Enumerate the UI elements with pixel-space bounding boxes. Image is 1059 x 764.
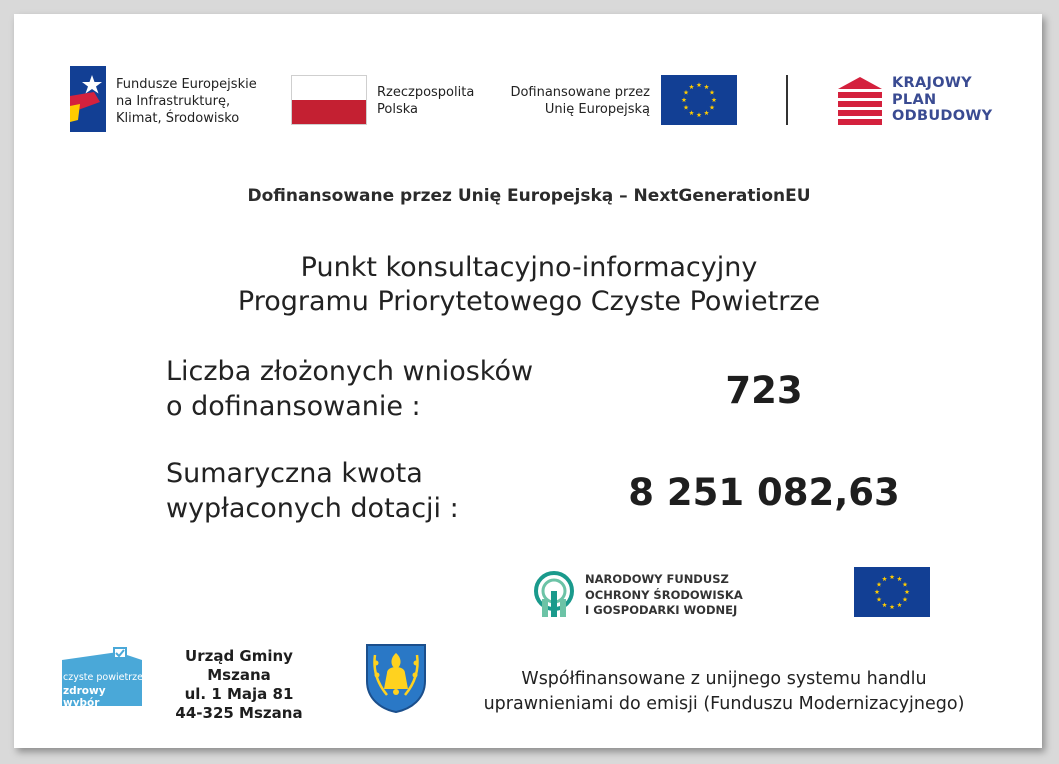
information-board [14, 14, 1042, 748]
eu-flag-icon-lower [854, 567, 930, 617]
fundusze-europejskie-logo-text: Fundusze Europejskie na Infrastrukturę, Klimat, Środowisko [116, 77, 257, 126]
logo-separator [786, 75, 788, 125]
nextgenerationeu-line: Dofinansowane przez Unię Europejską – NextGenerationEU [247, 186, 811, 206]
zdrowy-wybor-text: zdrowy wybór [63, 685, 106, 709]
eu-cofinanced-text: Dofinansowane przez Unię Europejską [510, 85, 650, 117]
office-address: Urząd Gminy Mszana ul. 1 Maja 81 44-325 Mszana [175, 647, 303, 722]
applications-count-value: 723 [725, 369, 803, 412]
applications-count-label: Liczba złożonych wniosków o dofinansowanie : [166, 356, 534, 422]
fundusze-europejskie-flag-icon [70, 66, 106, 132]
nfosigw-tree-icon [532, 571, 576, 619]
total-amount-value: 8 251 082,63 [628, 471, 900, 514]
total-amount-label: Sumaryczna kwota wypłaconych dotacji : [166, 458, 459, 524]
nfosigw-logo-text: NARODOWY FUNDUSZ OCHRONY ŚRODOWISKA I GOSPODARKI WODNEJ [585, 572, 743, 617]
page-title: Punkt konsultacyjno-informacyjny Programu Priorytetowego Czyste Powietrze [237, 252, 821, 317]
kpo-logo-text: KRAJOWY PLAN ODBUDOWY [892, 75, 993, 124]
eu-flag-icon [661, 75, 737, 125]
polish-flag-icon [291, 75, 367, 125]
modernization-fund-cofinancing-text: Współfinansowane z unijnego systemu handlu uprawnieniami do emisji (Funduszu Modernizacyjnego) [483, 669, 965, 714]
rzeczpospolita-polska-text: Rzeczpospolita Polska [377, 85, 475, 117]
kpo-logo-icon [836, 75, 884, 125]
czyste-powietrze-text: czyste powietrze [63, 672, 143, 683]
mszana-coat-of-arms-icon [365, 643, 427, 713]
